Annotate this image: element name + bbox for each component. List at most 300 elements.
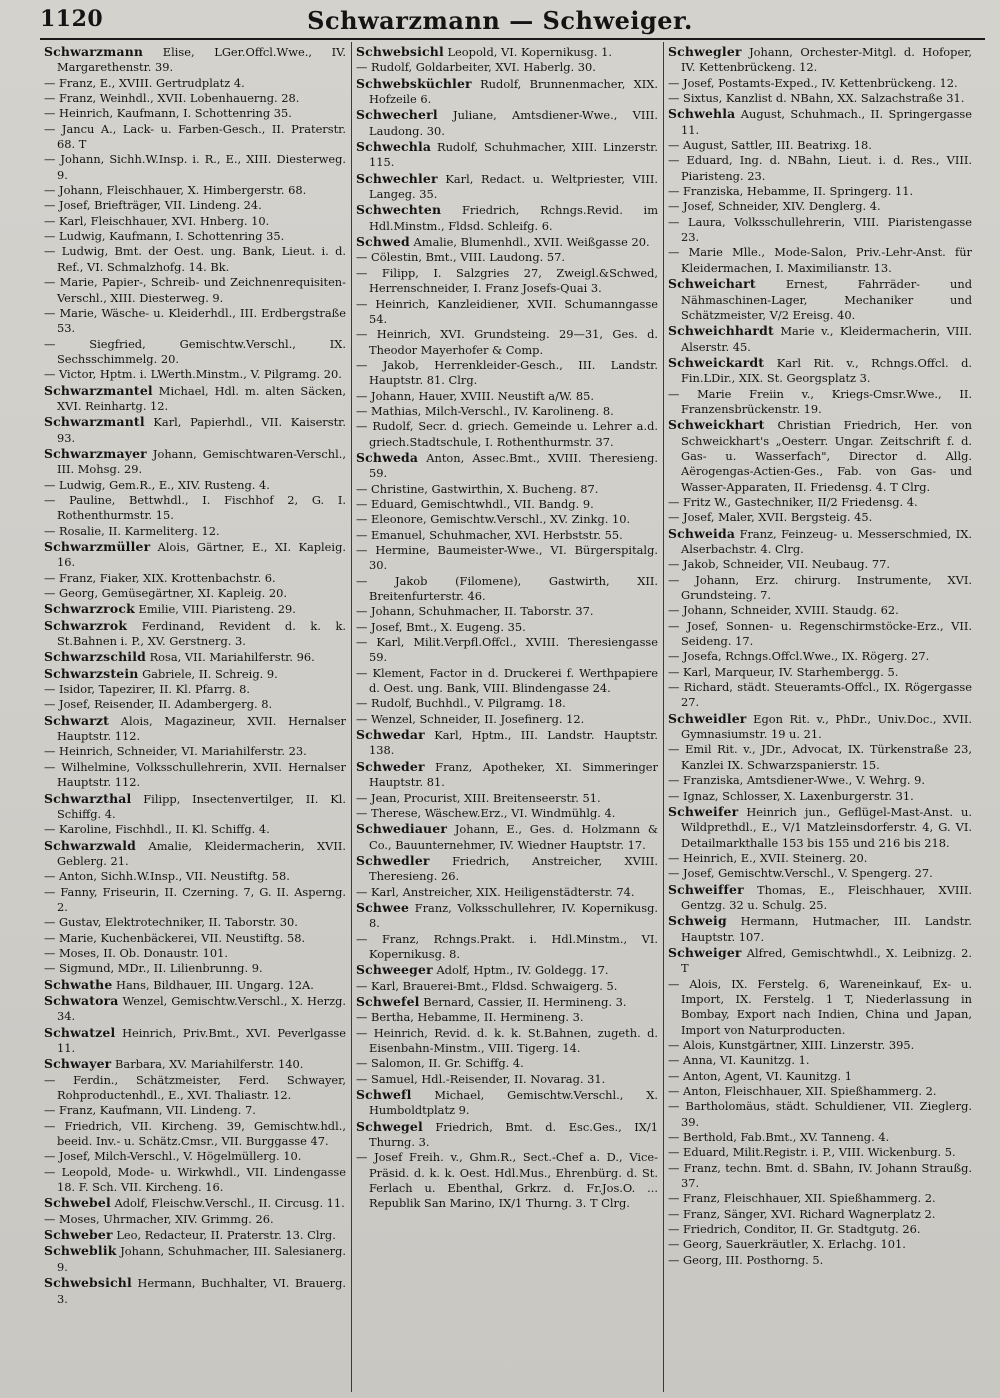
entry-surname: Schwechten: [356, 202, 442, 218]
entry-text: — Marie, Wäsche- u. Kleiderhdl., III. Erdbergstraße 53.: [44, 305, 346, 336]
directory-entry: [356, 696, 658, 711]
directory-entry: [356, 234, 658, 250]
entry-surname: Schwechler: [356, 170, 438, 186]
directory-entry: [668, 1084, 972, 1099]
directory-entry: [44, 106, 346, 121]
entry-text: — Franz, Sänger, XVI. Richard Wagnerplatz 2.: [668, 1206, 936, 1221]
entry-text: — Laura, Volksschullehrerin, VIII. Piaristengasse 23.: [668, 214, 972, 245]
directory-entry: [44, 915, 346, 930]
directory-entry: [356, 979, 658, 994]
directory-entry: [44, 44, 346, 76]
entry-surname: Schwatora: [44, 992, 119, 1008]
entry-text: — Josef, Gemischtw.Verschl., V. Spengerg. 27.: [668, 866, 933, 881]
entry-surname: Schweida: [668, 525, 736, 541]
directory-entry: [44, 306, 346, 337]
directory-entry: [668, 387, 972, 418]
entry-surname: Schwarzmantel: [44, 382, 153, 398]
directory-entry: [356, 404, 658, 419]
entry-text: Barbara, XV. Mariahilferstr. 140.: [115, 1057, 304, 1072]
entry-text: — Josef, Briefträger, VII. Lindeng. 24.: [44, 198, 262, 213]
directory-entry: [668, 573, 972, 604]
entry-surname: Schwarzthal: [44, 790, 132, 806]
directory-entry: [668, 1237, 972, 1252]
entry-surname: Schwebsküchler: [356, 75, 472, 91]
entry-text: — Emanuel, Schuhmacher, XVI. Herbststr. 55.: [356, 527, 623, 542]
entry-text: Leo, Redacteur, II. Praterstr. 13. Clrg.: [116, 1228, 336, 1243]
directory-entry: [668, 1253, 972, 1268]
entry-surname: Schwebsichl: [356, 44, 444, 59]
entry-text: Leopold, VI. Kopernikusg. 1.: [447, 45, 612, 59]
directory-entry: [44, 1243, 346, 1275]
directory-entry: [668, 1145, 972, 1160]
entry-surname: Schwathe: [44, 976, 113, 992]
entry-text: Rudolf, Brunnenmacher, XIX. Hofzeile 6.: [369, 76, 658, 107]
entry-text: — Gustav, Elektrotechniker, II. Taborstr. 30.: [44, 915, 298, 930]
directory-entry: [44, 229, 346, 244]
entry-text: — Mathias, Milch-Verschl., IV. Karolineng. 8.: [356, 403, 614, 418]
directory-entry: [44, 1165, 346, 1196]
entry-text: — Johann, Erz. chirurg. Instrumente, XVI. Grundsteing. 7.: [668, 572, 972, 603]
entry-text: — Jean, Procurist, XIII. Breitenseerstr. 51.: [356, 790, 601, 805]
entry-text: — Bartholomäus, städt. Schuldiener, VII. Zieglerg. 39.: [668, 1099, 972, 1129]
directory-entry: [44, 183, 346, 198]
entry-text: Johann, Orchester-Mitgl. d. Hofoper, IV. Kettenbrückeng. 12.: [681, 45, 972, 75]
directory-entry: [668, 773, 972, 788]
entry-surname: Schwebel: [44, 1195, 111, 1211]
directory-entry: [356, 994, 658, 1010]
directory-entry: [44, 791, 346, 823]
directory-entry: [668, 789, 972, 804]
entry-text: Alois, Magazineur, XVII. Hernalser Hauptstr. 112.: [57, 713, 346, 744]
entry-text: Johann, Schuhmacher, III. Salesianerg. 9.: [57, 1244, 346, 1274]
directory-entry: [356, 482, 658, 497]
entry-text: — Josef, Maler, XVII. Bergsteig. 45.: [668, 510, 873, 525]
directory-entry: [356, 666, 658, 697]
entry-text: — Franz, Weinhdl., XVII. Lobenhauerng. 28.: [44, 91, 300, 106]
directory-entry: [356, 821, 658, 853]
directory-entry: [668, 417, 972, 495]
entry-text: — Josef, Bmt., X. Eugeng. 35.: [356, 619, 526, 634]
entry-text: — Heinrich, Schneider, VI. Mariahilferstr. 23.: [44, 744, 307, 759]
entry-text: — Anna, VI. Kaunitzg. 1.: [668, 1053, 810, 1068]
column-divider-2: [663, 42, 664, 1392]
entry-text: — Franz, Rchngs.Prakt. i. Hdl.Minstm., VI. Kopernikusg. 8.: [356, 931, 658, 961]
entry-text: — Josef Freih. v., Ghm.R., Sect.-Chef a. D., Vice-Präsid. d. k. k. Oest. Hdl.Mus., Ehrenbürg. d. St. Ferlach u. Ebenthal, Grkrz. d. Fr.Jos.O. ... Republik San Marino, IX/1 Thurng. 3. T Clrg.: [356, 1150, 658, 1211]
entry-surname: Schwarzmayer: [44, 445, 147, 461]
entry-text: — Franz, Fiaker, XIX. Krottenbachstr. 6.: [44, 570, 276, 585]
entry-text: — Anton, Agent, VI. Kaunitzg. 1: [668, 1068, 852, 1083]
directory-entry: [44, 931, 346, 946]
directory-entry: [668, 106, 972, 138]
directory-entry: [356, 885, 658, 900]
directory-entry: [44, 76, 346, 91]
directory-entry: [356, 1010, 658, 1025]
entry-surname: Schwegel: [356, 1118, 423, 1134]
entry-surname: Schwarzschild: [44, 649, 146, 665]
entry-text: Hermann, Buchhalter, VI. Brauerg. 3.: [57, 1276, 346, 1306]
entry-text: — Heinrich, Kanzleidiener, XVII. Schumanngasse 54.: [356, 296, 658, 326]
column-2: [356, 44, 658, 1394]
directory-entry: [356, 76, 658, 108]
directory-entry: [44, 618, 346, 650]
entry-surname: Schwarzwald: [44, 837, 137, 853]
directory-entry: [44, 885, 346, 916]
directory-entry: [356, 932, 658, 963]
entry-surname: Schwarzrok: [44, 617, 128, 633]
entry-text: Christian Friedrich, Her. von Schweickhart's „Oesterr. Ungar. Zeitschrift f. d. Gas- u. Wasserfach", Director d. Allg. Aërogengas-Actien-Ges., Fab. von Gas- und Wasser-Apparaten, II. Friedensg. 4. T Clrg.: [681, 418, 972, 494]
directory-entry: [44, 571, 346, 586]
entry-text: — Johann, Hauer, XVIII. Neustift a/W. 85.: [356, 388, 595, 403]
entry-surname: Schwarzrock: [44, 601, 135, 617]
entry-surname: Schwatzel: [44, 1024, 116, 1040]
entry-text: — Anton, Fleischhauer, XII. Spießhammerg. 2.: [668, 1084, 937, 1099]
directory-entry: [44, 493, 346, 524]
directory-entry: [44, 946, 346, 961]
entry-text: Anton, Assec.Bmt., XVIII. Theresieng. 59.: [369, 450, 658, 481]
entry-surname: Schwee: [356, 899, 410, 915]
entry-text: — Rosalie, II. Karmeliterg. 12.: [44, 523, 220, 538]
directory-entry: [44, 760, 346, 791]
directory-entry: [668, 526, 972, 558]
directory-entry: [668, 945, 972, 977]
entry-surname: Schweickardt: [668, 354, 765, 370]
entry-text: — Victor, Hptm. i. LWerth.Minstm., V. Pilgramg. 20.: [44, 367, 342, 382]
entry-text: — Karl, Brauerei-Bmt., Fldsd. Schwaigerg. 5.: [356, 978, 618, 993]
entry-text: — Hermine, Baumeister-Wwe., VI. Bürgerspitalg. 30.: [356, 543, 658, 573]
entry-text: — Franz, Fleischhauer, XII. Spießhammerg. 2.: [668, 1191, 936, 1206]
directory-entry: [668, 1207, 972, 1222]
directory-entry: [356, 297, 658, 328]
directory-entry: [356, 712, 658, 727]
entry-text: — Rudolf, Goldarbeiter, XVI. Haberlg. 30.: [356, 60, 596, 75]
directory-entry: [44, 697, 346, 712]
entry-text: — Moses, II. Ob. Donaustr. 101.: [44, 945, 228, 960]
entry-text: — Heinrich, XVI. Grundsteing. 29—31, Ges. d. Theodor Mayerhofer & Comp.: [356, 327, 658, 357]
directory-entry: [668, 1099, 972, 1130]
entry-surname: Schwarzmantl: [44, 414, 145, 430]
entry-text: August, Schuhmach., II. Springergasse 11.: [681, 107, 972, 137]
directory-entry: [668, 510, 972, 525]
entry-text: Rudolf, Schuhmacher, XIII. Linzerstr. 115.: [369, 140, 658, 170]
entry-text: Hans, Bildhauer, III. Ungarg. 12A.: [116, 977, 314, 992]
entry-text: Franz, Volksschullehrer, IV. Kopernikusg. 8.: [369, 900, 658, 931]
directory-entry: [356, 202, 658, 234]
entry-surname: Schwarzstein: [44, 665, 139, 681]
directory-entry: [668, 882, 972, 914]
directory-entry: [44, 993, 346, 1025]
entry-text: — Fanny, Friseurin, II. Czerning. 7, G. II. Asperng. 2.: [44, 884, 346, 914]
directory-entry: [668, 742, 972, 773]
directory-entry: [668, 1069, 972, 1084]
entry-text: — Ludwig, Gem.R., E., XIV. Rusteng. 4.: [44, 477, 270, 492]
entry-text: Wenzel, Gemischtw.Verschl., X. Herzg. 34.: [57, 993, 346, 1024]
entry-text: Ernest, Fahrräder- und Nähmaschinen-Lager, Mechaniker und Schätzmeister, V/2 Ereisg. 40.: [681, 277, 972, 322]
page-number: 1120: [40, 6, 104, 32]
entry-text: — Sigmund, MDr., II. Lilienbrunng. 9.: [44, 961, 263, 976]
entry-text: Friedrich, Anstreicher, XVIII. Theresieng. 26.: [369, 853, 658, 884]
page-header: [0, 4, 1000, 38]
directory-entry: [44, 1149, 346, 1164]
entry-text: — Johann, Schuhmacher, II. Taborstr. 37.: [356, 604, 594, 619]
entry-text: — Moses, Uhrmacher, XIV. Grimmg. 26.: [44, 1211, 274, 1226]
directory-entry: [356, 419, 658, 450]
entry-surname: Schwarzmann: [44, 44, 144, 59]
directory-entry: [44, 414, 346, 446]
directory-entry: [44, 1056, 346, 1072]
directory-entry: [44, 1212, 346, 1227]
entry-surname: Schweichhardt: [668, 323, 774, 339]
directory-entry: [668, 153, 972, 184]
directory-entry: [356, 727, 658, 759]
directory-entry: [44, 586, 346, 601]
entry-text: Franz, Feinzeug- u. Messerschmied, IX. Alserbachstr. 4. Clrg.: [681, 526, 972, 556]
directory-entry: [44, 337, 346, 368]
entry-text: — Emil Rit. v., JDr., Advocat, IX. Türkenstraße 23, Kanzlei IX. Schwarzspanierstr. 15.: [668, 742, 972, 772]
directory-entry: [668, 557, 972, 572]
entry-text: Michael, Hdl. m. alten Säcken, XVI. Reinhartg. 12.: [57, 383, 346, 413]
entry-text: — Heinrich, Kaufmann, I. Schottenring 35.: [44, 106, 292, 121]
directory-entry: [668, 866, 972, 881]
entry-surname: Schwefel: [356, 993, 420, 1009]
directory-entry: [356, 1087, 658, 1119]
entry-text: — Jakob, Herrenkleider-Gesch., III. Landstr. Hauptstr. 81. Clrg.: [356, 357, 658, 388]
entry-text: — Berthold, Fab.Bmt., XV. Tanneng. 4.: [668, 1130, 890, 1145]
directory-entry: [668, 851, 972, 866]
directory-entry: [668, 913, 972, 945]
entry-text: — Pauline, Bettwhdl., I. Fischhof 2, G. I. Rothenthurmstr. 15.: [44, 492, 346, 523]
entry-text: Karl, Hptm., III. Landstr. Hauptstr. 138.: [369, 728, 658, 758]
directory-entry: [44, 275, 346, 306]
directory-entry: [44, 446, 346, 478]
entry-text: Amalie, Blumenhdl., XVII. Weißgasse 20.: [413, 235, 650, 250]
directory-entry: [356, 759, 658, 791]
entry-text: Friedrich, Bmt. d. Esc.Ges., IX/1 Thurng. 3.: [369, 1119, 658, 1150]
directory-entry: [356, 266, 658, 297]
directory-entry: [356, 806, 658, 821]
entry-text: Heinrich, Priv.Bmt., XVI. Peverlgasse 11.: [57, 1025, 346, 1055]
page-title: Schwarzmann — Schweiger.: [307, 6, 693, 35]
directory-entry: [44, 961, 346, 976]
directory-entry: [356, 1119, 658, 1151]
entry-text: Alois, Gärtner, E., XI. Kapleig. 16.: [57, 540, 346, 570]
directory-entry: [668, 804, 972, 851]
entry-text: Bernard, Cassier, II. Hermineng. 3.: [423, 994, 627, 1009]
entry-surname: Schweiger: [668, 944, 742, 960]
entry-text: — Josef, Sonnen- u. Regenschirmstöcke-Erz., VII. Seideng. 17.: [668, 618, 972, 649]
entry-text: — Karl, Fleischhauer, XVI. Hnberg. 10.: [44, 213, 270, 228]
entry-surname: Schwedler: [356, 852, 430, 868]
entry-text: — Jakob (Filomene), Gastwirth, XII. Breitenfurterstr. 46.: [356, 573, 658, 604]
entry-text: — Josef, Milch-Verschl., V. Högelmüllerg. 10.: [44, 1149, 302, 1164]
entry-text: — Sixtus, Kanzlist d. NBahn, XX. Salzachstraße 31.: [668, 91, 965, 106]
directory-entry: [668, 184, 972, 199]
entry-text: — Friedrich, Conditor, II. Gr. Stadtgutg. 26.: [668, 1222, 921, 1237]
directory-entry: [356, 604, 658, 619]
directory-entry: [44, 1025, 346, 1057]
entry-text: Rosa, VII. Mariahilferstr. 96.: [149, 650, 315, 665]
entry-surname: Schwebsichl: [44, 1275, 132, 1291]
directory-entry: [44, 838, 346, 870]
entry-text: — Alois, Kunstgärtner, XIII. Linzerstr. 395.: [668, 1038, 915, 1052]
entry-text: — Georg, Gemüsegärtner, XI. Kapleig. 20.: [44, 586, 287, 601]
entry-text: — Josef, Reisender, II. Adambergerg. 8.: [44, 697, 273, 712]
directory-entry: [668, 276, 972, 323]
directory-entry: [44, 152, 346, 183]
entry-surname: Schwechla: [356, 139, 432, 155]
directory-entry: [668, 1038, 972, 1053]
entry-text: — Rudolf, Secr. d. griech. Gemeinde u. Lehrer a.d. griech.Stadtschule, I. Rothenthurmstr. 37.: [356, 419, 658, 449]
entry-text: — Johann, Sichh.W.Insp. i. R., E., XIII. Diesterweg. 9.: [44, 152, 346, 182]
entry-text: — Klement, Factor in d. Druckerei f. Werthpapiere d. Oest. ung. Bank, VIII. Blindengasse 24.: [356, 665, 658, 696]
entry-text: Karl, Redact. u. Weltpriester, VIII. Langeg. 35.: [369, 171, 658, 202]
directory-entry: [356, 1026, 658, 1057]
entry-text: — Filipp, I. Salzgries 27, Zweigl.&Schwed, Herrenschneider, I. Franz Josefs-Quai 3.: [356, 265, 658, 296]
entry-surname: Schwarzmüller: [44, 539, 151, 554]
directory-entry: [668, 215, 972, 246]
entry-text: — Ludwig, Kaufmann, I. Schottenring 35.: [44, 229, 285, 244]
directory-entry: [356, 107, 658, 139]
entry-surname: Schweichart: [668, 276, 756, 292]
directory-entry: [356, 44, 658, 60]
directory-entry: [356, 60, 658, 75]
directory-entry: [668, 680, 972, 711]
entry-text: — Cölestin, Bmt., VIII. Laudong. 57.: [356, 250, 566, 265]
entry-text: — August, Sattler, III. Beatrixg. 18.: [668, 138, 872, 153]
directory-entry: [356, 543, 658, 574]
directory-entry: [44, 91, 346, 106]
entry-text: — Christine, Gastwirthin, X. Bucheng. 87.: [356, 481, 599, 496]
directory-entry: [668, 199, 972, 214]
directory-entry: [44, 1073, 346, 1104]
directory-entry: [44, 122, 346, 153]
entry-text: Egon Rit. v., PhDr., Univ.Doc., XVII. Gymnasiumstr. 19 u. 21.: [681, 711, 972, 742]
directory-entry: [356, 512, 658, 527]
directory-entry: [356, 1150, 658, 1211]
entry-text: — Therese, Wäschew.Erz., VI. Windmühlg. 4.: [356, 805, 616, 820]
entry-text: — Wilhelmine, Volksschullehrerin, XVII. Hernalser Hauptstr. 112.: [44, 759, 346, 790]
directory-entry: [668, 1222, 972, 1237]
entry-text: — Josefa, Rchngs.Offcl.Wwe., IX. Rögerg. 27.: [668, 649, 930, 664]
directory-entry: [356, 791, 658, 806]
directory-entry: [668, 323, 972, 355]
entry-text: Adolf, Hptm., IV. Goldegg. 17.: [436, 963, 609, 978]
directory-entry: [356, 497, 658, 512]
entry-surname: Schwed: [356, 234, 410, 250]
entry-text: — Richard, städt. Steueramts-Offcl., IX. Rögergasse 27.: [668, 680, 972, 710]
entry-text: — Leopold, Mode- u. Wirkwhdl., VII. Lindengasse 18. F. Sch. VII. Kircheng. 16.: [44, 1164, 346, 1195]
entry-text: — Marie, Kuchenbäckerei, VII. Neustiftg. 58.: [44, 930, 306, 945]
entry-surname: Schweifer: [668, 803, 739, 819]
directory-entry: [44, 977, 346, 993]
entry-surname: Schwayer: [44, 1056, 112, 1072]
entry-surname: Schwegler: [668, 44, 742, 59]
entry-text: Johann, E., Ges. d. Holzmann & Co., Bauunternehmer, IV. Wiedner Hauptstr. 17.: [369, 822, 658, 852]
directory-entry: [668, 91, 972, 106]
entry-text: — Ignaz, Schlosser, X. Laxenburgerstr. 31.: [668, 788, 914, 803]
entry-surname: Schweickhart: [668, 417, 765, 433]
entry-text: Karl Rit. v., Rchngs.Offcl. d. Fin.LDir., XIX. St. Georgsplatz 3.: [681, 355, 972, 386]
entry-surname: Schweber: [44, 1227, 113, 1243]
directory-entry: [668, 76, 972, 91]
directory-entry: [356, 528, 658, 543]
directory-entry: [668, 138, 972, 153]
entry-text: — Marie, Papier-, Schreib- und Zeichnenrequisiten-Verschl., XIII. Diesterweg. 9.: [44, 275, 346, 305]
directory-entry: [668, 1053, 972, 1068]
entry-text: Filipp, Insectenvertilger, II. Kl. Schiffg. 4.: [57, 791, 346, 821]
directory-entry: [356, 635, 658, 666]
directory-entry: [44, 1195, 346, 1211]
entry-text: Emilie, VIII. Piaristeng. 29.: [138, 602, 296, 617]
entry-surname: Schwefl: [356, 1087, 412, 1103]
directory-entry: [44, 713, 346, 745]
entry-text: — Karl, Marqueur, IV. Starhembergg. 5.: [668, 664, 899, 679]
entry-surname: Schweder: [356, 758, 425, 774]
directory-entry: [356, 171, 658, 203]
entry-text: Alfred, Gemischtwhdl., X. Leibnizg. 2. T: [681, 945, 972, 976]
entry-text: — Johann, Fleischhauer, X. Himbergerstr. 68.: [44, 183, 307, 198]
entry-text: — Wenzel, Schneider, II. Josefinerg. 12.: [356, 711, 585, 726]
entry-text: — Franz, techn. Bmt. d. SBahn, IV. Johann Straußg. 37.: [668, 1160, 972, 1191]
directory-entry: [668, 355, 972, 387]
directory-entry: [356, 620, 658, 635]
entry-text: Elise, LGer.Offcl.Wwe., IV. Margarethenstr. 39.: [57, 45, 346, 75]
directory-entry: [356, 1072, 658, 1087]
directory-entry: [44, 383, 346, 415]
entry-text: Johann, Gemischtwaren-Verschl., III. Mohsg. 29.: [57, 446, 346, 477]
entry-text: — Rudolf, Buchhdl., V. Pilgramg. 18.: [356, 696, 566, 711]
entry-text: — Fritz W., Gastechniker, II/2 Friedensg. 4.: [668, 494, 918, 509]
entry-text: — Karoline, Fischhdl., II. Kl. Schiffg. 4.: [44, 822, 270, 837]
entry-text: — Bertha, Hebamme, II. Hermineng. 3.: [356, 1010, 584, 1025]
entry-surname: Schweda: [356, 449, 419, 465]
entry-text: — Georg, III. Posthorng. 5.: [668, 1252, 824, 1267]
directory-entry: [44, 524, 346, 539]
directory-entry: [668, 245, 972, 276]
directory-entry: [356, 1056, 658, 1071]
entry-surname: Schweeger: [356, 962, 433, 978]
directory-entry: [668, 619, 972, 650]
entry-text: Gabriele, II. Schreig. 9.: [142, 666, 278, 681]
directory-entry: [44, 601, 346, 617]
entry-text: — Karl, Milit.Verpfl.Offcl., XVIII. Theresiengasse 59.: [356, 635, 658, 665]
entry-text: Ferdinand, Revident d. k. k. St.Bahnen i. P., XV. Gerstnerg. 3.: [57, 618, 346, 649]
entry-text: — Eduard, Milit.Registr. i. P., VIII. Wickenburg. 5.: [668, 1145, 956, 1160]
directory-entry: [356, 139, 658, 171]
directory-entry: [668, 665, 972, 680]
directory-entry: [356, 358, 658, 389]
entry-text: Thomas, E., Fleischhauer, XVIII. Gentzg. 32 u. Schulg. 25.: [681, 882, 972, 912]
entry-text: Hermann, Hutmacher, III. Landstr. Hauptstr. 107.: [681, 914, 972, 944]
entry-text: — Jakob, Schneider, VII. Neubaug. 77.: [668, 557, 890, 572]
directory-entry: [668, 1130, 972, 1145]
entry-surname: Schweblik: [44, 1243, 117, 1259]
directory-entry: [44, 1103, 346, 1118]
directory-entry: [668, 711, 972, 743]
entry-text: — Josef, Postamts-Exped., IV. Kettenbrückeng. 12.: [668, 75, 958, 90]
directory-entry: [44, 1275, 346, 1307]
directory-entry: [44, 478, 346, 493]
entry-text: Franz, Apotheker, XI. Simmeringer Hauptstr. 81.: [369, 759, 658, 790]
header-rule: [40, 38, 985, 40]
entry-surname: Schwarzt: [44, 712, 110, 728]
entry-text: — Ferdin., Schätzmeister, Ferd. Schwayer, Rohproductenhdl., E., XVI. Thaliastr. 12.: [44, 1072, 346, 1103]
directory-entry: [668, 44, 972, 76]
directory-entry: [44, 822, 346, 837]
entry-text: Marie v., Kleidermacherin, VIII. Alserstr. 45.: [681, 324, 972, 354]
entry-text: — Samuel, Hdl.-Reisender, II. Novarag. 31.: [356, 1071, 606, 1086]
directory-entry: [44, 744, 346, 759]
directory-entry: [668, 495, 972, 510]
